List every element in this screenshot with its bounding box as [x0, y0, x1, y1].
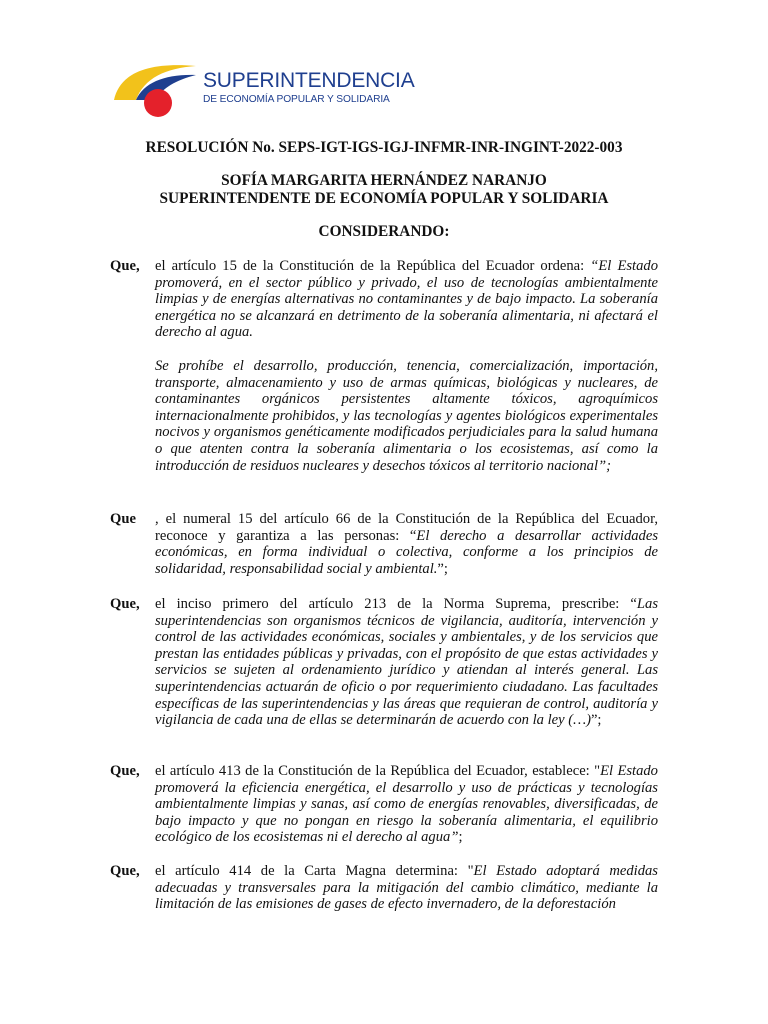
recital-body: [155, 763, 658, 846]
recital-lead: Que: [110, 511, 136, 527]
recital-paragraph: [110, 258, 658, 341]
recital-tail: ”;: [590, 712, 602, 729]
recital-tail: ;: [458, 829, 463, 846]
recital-lead: Que,: [110, 258, 140, 274]
logo-emblem-icon: [110, 58, 202, 120]
signatory-position: SUPERINTENDENTE DE ECONOMÍA POPULAR Y SOLIDARIA: [159, 190, 609, 207]
signatory-name: SOFÍA MARGARITA HERNÁNDEZ NARANJO: [221, 172, 547, 189]
recital-intro: el artículo 15 de la Constitución de la República del Ecuador ordena:: [155, 258, 591, 274]
recital-body: [155, 258, 658, 341]
institution-logo: [110, 58, 415, 120]
recital-intro: el artículo 413 de la Constitución de la República del Ecuador, establece: ": [155, 763, 601, 779]
recital-intro: el artículo 414 de la Carta Magna determina: ": [155, 863, 474, 879]
recital-tail: ”;: [437, 560, 448, 577]
logo-title: SUPERINTENDENCIA: [203, 69, 415, 92]
recital-body: [155, 863, 658, 913]
resolution-number: RESOLUCIÓN No. SEPS-IGT-IGS-IGJ-INFMR-INR-INGINT-2022-003: [145, 139, 623, 156]
recital-paragraph: [110, 596, 658, 729]
recital-body: [155, 596, 658, 729]
recital-continuation: Se prohíbe el desarrollo, producción, tenencia, comercialización, importación, transporte, almacenamiento y uso de armas químicas, biológicas y nucleares, de contaminantes orgánicos persistentes altamente tóxicos, agroquímicos internacionalmente prohibidos, y las tecnologías y agentes biológicos experimentales nocivos y organismos genéticamente modificados perjudiciales para la salud humana o que atenten contra la soberanía alimentaria o los ecosistemas, así como la introducción de residuos nucleares y desechos tóxicos al territorio nacional”;: [155, 358, 658, 474]
recital-quote: Las superintendencias son organismos técnicos de vigilancia, auditoría, intervención y control de las actividades económicas, sociales y ambientales, y de los servicios que prestan las entidades públicas y privadas, con el propósito de que estas actividades y servicios se sujeten al ordenamiento jurídico y atiendan al interés general. Las superintendencias actuarán de oficio o por requerimiento ciudadano. Las facultades específicas de las superintendencias y las áreas que requieran de control, auditoría y vigilancia de cada una de ellas se determinarán de acuerdo con la ley (…): [155, 596, 658, 729]
recital-paragraph: [110, 511, 658, 577]
recital-quote: El Estado adoptará medidas adecuadas y transversales para la mitigación del cambio climático, mediante la limitación de las emisiones de gases de efecto invernadero, de la deforestación: [155, 863, 658, 913]
recital-quote: El derecho a desarrollar actividades económicas, en forma individual o colectiva, conforme a los principios de solidaridad, responsabilidad social y ambiental.: [155, 527, 659, 577]
recital-quote: “El Estado promoverá, en el sector público y privado, el uso de tecnologías ambientalmente limpias y de energías alternativas no contaminantes y de bajo impacto. La soberanía energética no se alcanzará en detrimento de la soberanía alimentaria, ni afectará el derecho al agua.: [155, 258, 658, 341]
recital-intro: , el numeral 15 del artículo 66 de la Constitución de la República del Ecuador, reconoce y garantiza a las personas: “: [155, 511, 658, 544]
recital-intro: el inciso primero del artículo 213 de la Norma Suprema, prescribe: “: [155, 596, 637, 612]
recital-lead: Que,: [110, 863, 140, 879]
recital-body: [155, 511, 658, 577]
logo-subtitle: DE ECONOMÍA POPULAR Y SOLIDARIA: [203, 94, 390, 105]
considering-heading: CONSIDERANDO:: [318, 223, 450, 240]
recital-paragraph: [110, 763, 658, 846]
recital-paragraph: [110, 863, 658, 913]
recital-quote: El Estado promoverá la eficiencia energética, el desarrollo y uso de prácticas y tecnologías ambientalmente limpias y sanas, así como de energías renovables, diversificadas, de bajo impacto y que no pongan en riesgo la soberanía alimentaria, el equilibrio ecológico de los ecosistemas ni el derecho al agua”: [155, 763, 658, 846]
logo-wordmark: [203, 70, 415, 105]
recital-lead: Que,: [110, 763, 140, 779]
recital-lead: Que,: [110, 596, 140, 612]
